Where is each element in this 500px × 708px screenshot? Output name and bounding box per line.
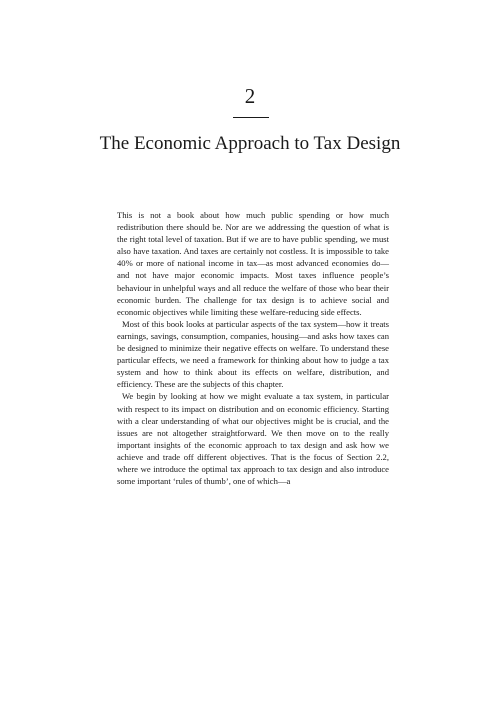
chapter-title: The Economic Approach to Tax Design	[99, 133, 401, 154]
chapter-body	[117, 209, 389, 487]
chapter-number: 2	[244, 84, 256, 108]
paragraph: We begin by looking at how we might evaluate a tax system, in particular with respect to its impact on distribution and on economic efficiency. Starting with a clear understanding of what our objectives might be is crucial, and the issues are not altogether straightforward. We then move on to the really important insights of the economic approach to tax design and ask how we achieve and trade off different objectives. That is the focus of Section 2.2, where we introduce the optimal tax approach to tax design and also introduce some important ‘rules of thumb’, one of which—a	[117, 391, 389, 487]
paragraph: Most of this book looks at particular aspects of the tax system—how it treats earnings, savings, consumption, companies, housing—and asks how taxes can be designed to minimize their negative effects on welfare. To understand these particular effects, we need a framework for thinking about how to judge a tax system and how to think about its effects on welfare, distribution, and efficiency. These are the subjects of this chapter.	[117, 318, 389, 390]
chapter-rule	[233, 117, 269, 118]
paragraph: This is not a book about how much public spending or how much redistribution there should be. Nor are we addressing the question of what is the right total level of taxation. But if we are to have public spending, we must also have taxation. And taxes are certainly not costless. It is impossible to take 40% or more of national income in tax—as most advanced economies do—and not have major economic impacts. Most taxes influence people’s behaviour in unhelpful ways and all reduce the welfare of those who bear their economic burden. The challenge for tax design is to achieve social and economic objectives while limiting these welfare-reducing side effects.	[117, 210, 389, 317]
